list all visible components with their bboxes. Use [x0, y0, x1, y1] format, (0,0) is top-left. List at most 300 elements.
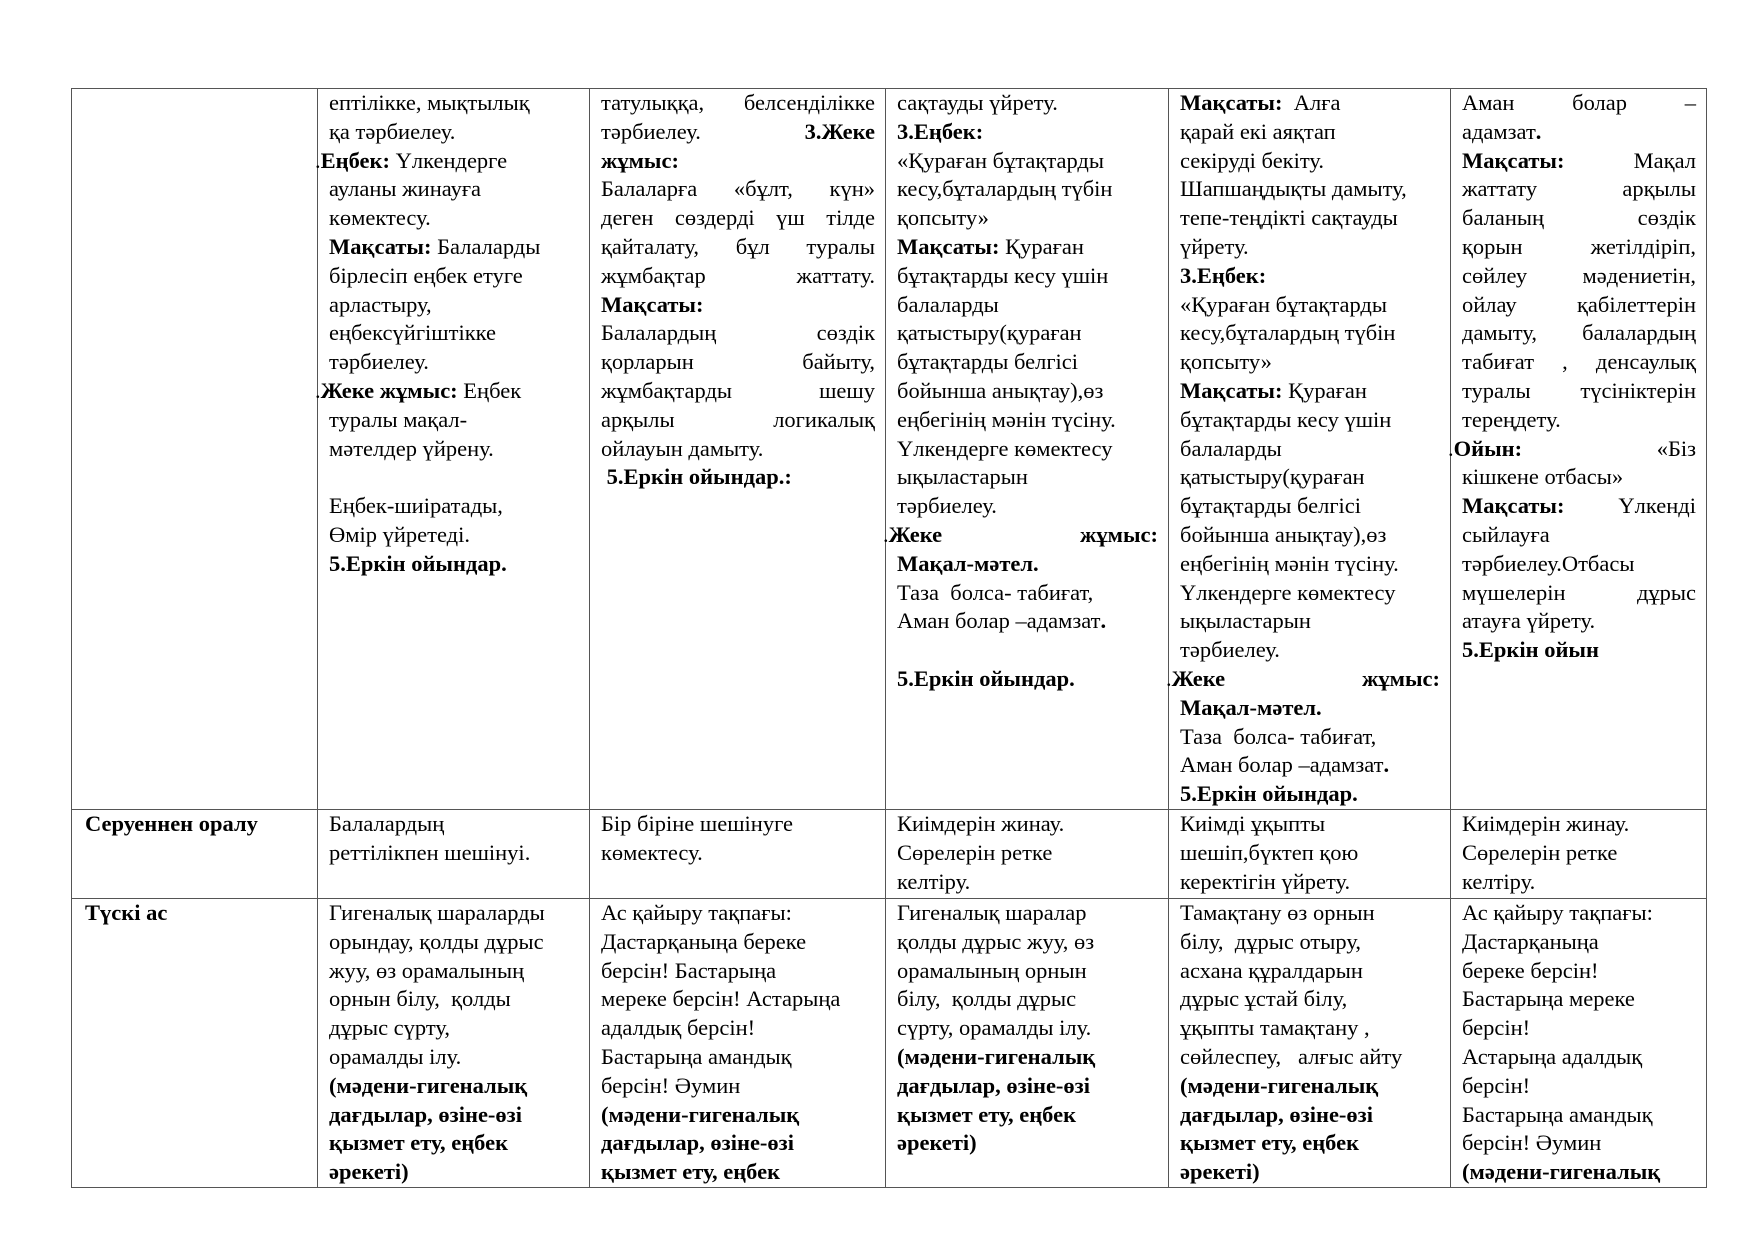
- body-text: мереке берсін! Астарыңа: [601, 986, 841, 1012]
- cell-text-line: [1462, 377, 1696, 406]
- bold-heading: 3.Жеке: [804, 118, 875, 144]
- cell-text-line: [601, 175, 875, 204]
- cell-text-line: [601, 810, 875, 839]
- cell-text-line: [1180, 1101, 1440, 1130]
- body-text: жаттату арқылы: [1462, 176, 1696, 202]
- cell-text-line: [601, 377, 875, 406]
- cell-text-line: [897, 1014, 1158, 1043]
- cell-text-line: [1180, 550, 1440, 579]
- body-text: көмектесу.: [601, 839, 703, 865]
- body-text: Ас қайыру тақпағы:: [1462, 900, 1653, 925]
- body-text: үйрету.: [1180, 233, 1249, 259]
- body-text: еңбексүйгіштікке: [329, 320, 496, 346]
- body-text: Қураған: [999, 233, 1084, 259]
- cell-text-line: [1462, 636, 1696, 665]
- body-text: орындау, қолды дұрыс: [329, 928, 544, 954]
- body-text: бұтақтарды кесу үшін: [897, 262, 1109, 288]
- body-text: Аман болар –адамзат: [897, 608, 1101, 634]
- bold-heading: (мәдени-гигеналық: [897, 1043, 1096, 1069]
- body-text: ықыластарын: [1180, 608, 1311, 634]
- body-text: Бір біріне шешінуге: [601, 811, 793, 836]
- cell-text-line: [897, 839, 1158, 868]
- cell-text-line: [329, 899, 579, 928]
- cell-text-line: [1462, 175, 1696, 204]
- cell-text-line: [601, 1043, 875, 1072]
- body-text: Бастарыңа амандық: [601, 1043, 792, 1069]
- body-text: дұрыс сүрту,: [329, 1015, 451, 1041]
- body-text: еңбегінің мәнін түсіну.: [1180, 550, 1399, 576]
- cell-text-line: [1180, 928, 1440, 957]
- body-text: сөйлеу мәдениетін,: [1462, 262, 1696, 288]
- bold-heading: Еңбек:: [320, 147, 390, 173]
- body-text: бұтақтарды кесу үшін: [1180, 406, 1392, 432]
- bold-heading: 3.Еңбек:: [897, 118, 984, 144]
- cell-text-line: [315, 147, 579, 176]
- body-text: берсін!: [1462, 1072, 1531, 1098]
- cell-text-line: [897, 928, 1158, 957]
- body-text: Ас қайыру тақпағы:: [601, 900, 792, 925]
- bold-heading: .: [1100, 608, 1107, 634]
- body-text: Шапшаңдықты дамыту,: [1180, 176, 1407, 202]
- cell-text-line: [897, 1129, 1158, 1158]
- cell-text-line: [897, 957, 1158, 986]
- bold-heading: әрекеті): [1180, 1159, 1260, 1185]
- body-text: тәрбиелеу.: [329, 349, 429, 375]
- cell-text-line: [897, 550, 1158, 579]
- body-text: Бастарыңа мереке: [1462, 986, 1635, 1012]
- body-text: Алға: [1282, 90, 1341, 115]
- body-text: Тамақтану өз орнын: [1180, 900, 1375, 925]
- cell-text-line: [1180, 1014, 1440, 1043]
- cell-text-line: [897, 1072, 1158, 1101]
- bold-heading: Мақал-мәтел.: [897, 550, 1039, 576]
- cell-text-line: [1180, 492, 1440, 521]
- cell-text-line: [897, 579, 1158, 608]
- cell-text-line: [329, 204, 579, 233]
- body-text: Сөрелерін ретке: [897, 839, 1053, 865]
- cell-text-line: [897, 636, 1158, 665]
- bold-heading: 3.Еңбек:: [1180, 262, 1267, 288]
- body-text: мәтелдер үйрену.: [329, 435, 494, 461]
- bold-heading: 5.Еркін ойын: [1462, 637, 1599, 663]
- bold-heading: қызмет ету, еңбек: [897, 1101, 1077, 1127]
- cell-text-line: [897, 1101, 1158, 1130]
- cell-text-line: [329, 985, 579, 1014]
- body-text: орнын білу, қолды: [329, 986, 511, 1012]
- cell-text-line: [601, 262, 875, 291]
- cell-text-line: [1462, 868, 1696, 897]
- cell-text-line: [601, 233, 875, 262]
- body-text: Бастарыңа амандық: [1462, 1101, 1653, 1127]
- cell-text-line: [1462, 1101, 1696, 1130]
- cell-text-line: [601, 291, 875, 320]
- body-text: дамыту, балалардың: [1462, 320, 1696, 346]
- cell-text-line: [897, 665, 1158, 694]
- body-text: баланың сөздік: [1462, 205, 1696, 231]
- cell-text-line: [883, 521, 1158, 550]
- bold-heading: Мақсаты:: [1180, 377, 1283, 403]
- body-text: білу, қолды дұрыс: [897, 986, 1077, 1012]
- cell-text-line: [329, 463, 579, 492]
- table-row-return-from-walk: [72, 810, 1707, 899]
- body-text: сөйлеспеу, алғыс айту: [1180, 1043, 1403, 1069]
- cell-text-line: [1462, 957, 1696, 986]
- body-text: қорларын байыту,: [601, 349, 875, 375]
- cell-text-line: [329, 175, 579, 204]
- cell-text-line: [1180, 262, 1440, 291]
- bold-heading: Мақал-мәтел.: [1180, 694, 1322, 720]
- body-text: қайталату, бұл туралы: [601, 233, 875, 259]
- body-text: Таза болса- табиғат,: [1180, 723, 1377, 749]
- cell-text-line: [1180, 579, 1440, 608]
- bold-heading: Мақсаты:: [601, 291, 704, 317]
- table-row-walk-activities: [72, 89, 1707, 810]
- body-text: [329, 464, 335, 489]
- cell-text-line: [897, 319, 1158, 348]
- cell-text-line: [1180, 435, 1440, 464]
- cell-text-line: [897, 607, 1158, 636]
- list-marker: .: [1448, 435, 1454, 461]
- body-text: табиғат , денсаулық: [1462, 349, 1696, 375]
- body-text: Мақал: [1564, 147, 1696, 173]
- body-text: қатыстыру(қураған: [1180, 464, 1365, 490]
- body-text: Киімді ұқыпты: [1180, 811, 1326, 836]
- cell-text-line: [601, 1129, 875, 1158]
- body-text: келтіру.: [897, 868, 971, 894]
- row-label: Түскі ас: [85, 900, 168, 925]
- body-text: жұмбақтарды шешу: [601, 377, 875, 403]
- cell-text-line: [1180, 810, 1440, 839]
- body-text: Балалардың сөздік: [601, 320, 875, 346]
- cell-text-line: [1180, 204, 1440, 233]
- body-text: бұтақтарды белгісі: [1180, 493, 1362, 519]
- cell-text-line: [1462, 1129, 1696, 1158]
- bold-heading: 5.Еркін ойындар.: [1180, 781, 1358, 807]
- bold-heading: (мәдени-гигеналық: [1180, 1072, 1379, 1098]
- body-text: көмектесу.: [329, 205, 431, 231]
- body-text: берсін! Әумин: [601, 1072, 741, 1098]
- cell-text-line: [897, 175, 1158, 204]
- body-text: еңбегінің мәнін түсіну.: [897, 406, 1116, 432]
- cell-text-line: [1180, 147, 1440, 176]
- cell-text-line: [1180, 899, 1440, 928]
- body-text: сақтауды үйрету.: [897, 90, 1058, 115]
- body-text: береке берсін!: [1462, 957, 1599, 983]
- bold-heading: 5.Еркін ойындар.:: [601, 464, 792, 490]
- body-text: қолды дұрыс жуу, өз: [897, 928, 1095, 954]
- body-text: адамзат: [1462, 118, 1536, 144]
- body-text: Астарыңа адалдық: [1462, 1043, 1643, 1069]
- cell-text-line: [1180, 839, 1440, 868]
- body-text: Аман болар –: [1462, 90, 1696, 115]
- cell-text-line: [1180, 406, 1440, 435]
- bold-heading: дағдылар, өзіне-өзі: [601, 1130, 794, 1156]
- cell-text-line: [897, 291, 1158, 320]
- plan-cell: [590, 89, 886, 810]
- body-text: Киімдерін жинау.: [897, 811, 1065, 836]
- cell-text-line: [1462, 550, 1696, 579]
- cell-text-line: [1180, 957, 1440, 986]
- plan-cell: [315, 89, 590, 810]
- body-text: тәрбиелеу.: [897, 493, 997, 519]
- cell-text-line: [329, 233, 579, 262]
- cell-text-line: [1462, 319, 1696, 348]
- cell-text-line: [1180, 985, 1440, 1014]
- body-text: ауланы жинауға: [329, 176, 482, 202]
- cell-text-line: [897, 204, 1158, 233]
- cell-text-line: [1180, 1072, 1440, 1101]
- plan-cell: [886, 899, 1169, 1188]
- cell-text-line: [1180, 1158, 1440, 1187]
- cell-text-line: [1448, 435, 1696, 464]
- cell-text-line: [1462, 118, 1696, 147]
- plan-cell: [1169, 810, 1451, 899]
- body-text: ықыластарын: [897, 464, 1028, 490]
- cell-text-line: [329, 291, 579, 320]
- body-text: Қураған: [1282, 377, 1367, 403]
- cell-text-line: [1180, 233, 1440, 262]
- body-text: дұрыс ұстай білу,: [1180, 986, 1348, 1012]
- table-row-lunch: [72, 899, 1707, 1188]
- cell-text-line: [329, 492, 579, 521]
- bold-heading: Жеке жұмыс:: [888, 521, 1158, 547]
- body-text: қатыстыру(қураған: [897, 320, 1082, 346]
- body-text: туралы түсініктерін: [1462, 377, 1696, 403]
- bold-heading: Жеке жұмыс:: [320, 377, 458, 403]
- body-text: балаларды: [897, 291, 999, 317]
- cell-text-line: [1462, 1014, 1696, 1043]
- cell-text-line: [1462, 233, 1696, 262]
- cell-text-line: [329, 262, 579, 291]
- cell-text-line: [601, 957, 875, 986]
- body-text: Дастарқаныңа: [1462, 928, 1599, 954]
- cell-text-line: [329, 348, 579, 377]
- cell-text-line: [1166, 665, 1440, 694]
- bold-heading: Мақсаты:: [1462, 493, 1565, 519]
- bold-heading: Мақсаты:: [1462, 147, 1565, 173]
- cell-text-line: [1180, 521, 1440, 550]
- body-text: Гигеналық шаралар: [897, 900, 1087, 925]
- cell-text-line: [329, 521, 579, 550]
- cell-text-line: [1180, 636, 1440, 665]
- cell-text-line: [1462, 928, 1696, 957]
- body-text: бойынша анықтау),өз: [897, 377, 1104, 403]
- cell-text-line: [897, 899, 1158, 928]
- plan-cell: [590, 810, 886, 899]
- cell-text-line: [329, 928, 579, 957]
- cell-text-line: [897, 377, 1158, 406]
- bold-heading: Жеке жұмыс:: [1171, 665, 1440, 691]
- body-text: тепе-теңдікті сақтауды: [1180, 205, 1398, 231]
- body-text: ептілікке, мықтылық: [329, 90, 530, 115]
- cell-text-line: [1180, 1129, 1440, 1158]
- cell-text-line: [897, 868, 1158, 897]
- body-text: қопсыту»: [897, 205, 989, 231]
- cell-text-line: [329, 1129, 579, 1158]
- body-text: орамалды ілу.: [329, 1043, 462, 1069]
- cell-text-line: [897, 406, 1158, 435]
- cell-text-line: [329, 1043, 579, 1072]
- body-text: асхана құралдарын: [1180, 957, 1363, 983]
- plan-cell: [318, 810, 590, 899]
- cell-text-line: [601, 839, 875, 868]
- bold-heading: (мәдени-гигеналық: [1462, 1159, 1661, 1185]
- cell-text-line: [897, 147, 1158, 176]
- body-text: білу, дұрыс отыру,: [1180, 928, 1361, 954]
- cell-text-line: [601, 463, 875, 492]
- cell-text-line: [897, 463, 1158, 492]
- cell-text-line: [1180, 607, 1440, 636]
- body-text: туралы мақал-: [329, 406, 468, 432]
- bold-heading: 5.Еркін ойындар.: [897, 665, 1075, 691]
- body-text: кесу,бұталардың түбін: [897, 176, 1113, 202]
- body-text: кесу,бұталардың түбін: [1180, 320, 1396, 346]
- body-text: берсін! Әумин: [1462, 1130, 1602, 1156]
- plan-cell: [1451, 899, 1707, 1188]
- bold-heading: .: [1535, 118, 1542, 144]
- bold-heading: Мақсаты:: [897, 233, 1000, 259]
- body-text: тәрбиелеу.: [1180, 637, 1280, 663]
- cell-text-line: [1180, 723, 1440, 752]
- cell-text-line: [1180, 868, 1440, 897]
- body-text: Еңбек-шиіратады,: [329, 493, 503, 519]
- cell-text-line: [1180, 377, 1440, 406]
- cell-text-line: [329, 839, 579, 868]
- body-text: берсін! Бастарыңа: [601, 957, 777, 983]
- cell-text-line: [329, 957, 579, 986]
- list-marker: .: [883, 521, 889, 547]
- cell-text-line: [897, 118, 1158, 147]
- body-text: Балаларға «бұлт, күн»: [601, 176, 875, 202]
- body-text: бірлесіп еңбек етуге: [329, 262, 523, 288]
- cell-text-line: [329, 89, 579, 118]
- cell-text-line: [601, 348, 875, 377]
- bold-heading: дағдылар, өзіне-өзі: [897, 1072, 1090, 1098]
- body-text: бұтақтарды белгісі: [897, 349, 1079, 375]
- body-text: бойынша анықтау),өз: [1180, 521, 1387, 547]
- row-label: [83, 90, 85, 115]
- body-text: атауға үйрету.: [1462, 608, 1596, 634]
- cell-text-line: [315, 377, 579, 406]
- body-text: татулыққа, белсенділікке: [601, 90, 875, 115]
- body-text: берсін!: [1462, 1015, 1531, 1041]
- cell-text-line: [1180, 348, 1440, 377]
- body-text: Үлкендерге көмектесу: [897, 435, 1113, 461]
- cell-text-line: [329, 319, 579, 348]
- cell-text-line: [329, 810, 579, 839]
- cell-text-line: [601, 204, 875, 233]
- body-text: қорын жетілдіріп,: [1462, 233, 1696, 259]
- cell-text-line: [1180, 463, 1440, 492]
- row-label-cell: [72, 89, 318, 810]
- cell-text-line: [1180, 694, 1440, 723]
- cell-text-line: [1462, 810, 1696, 839]
- bold-heading: қызмет ету, еңбек: [1180, 1130, 1360, 1156]
- cell-text-line: [601, 899, 875, 928]
- cell-text-line: [897, 89, 1158, 118]
- cell-text-line: [601, 89, 875, 118]
- body-text: тереңдету.: [1462, 406, 1561, 432]
- plan-cell: [886, 810, 1169, 899]
- cell-text-line: [1180, 1043, 1440, 1072]
- body-text: қарай екі аяқтап: [1180, 118, 1336, 144]
- bold-heading: Ойын:: [1453, 435, 1523, 461]
- body-text: Сөрелерін ретке: [1462, 839, 1618, 865]
- bold-heading: Мақсаты:: [329, 233, 432, 259]
- cell-text-line: [1462, 607, 1696, 636]
- body-text: қопсыту»: [1180, 349, 1272, 375]
- cell-text-line: [329, 1072, 579, 1101]
- cell-text-line: [897, 1043, 1158, 1072]
- plan-cell: [1166, 89, 1451, 810]
- cell-text-line: [1462, 579, 1696, 608]
- bold-heading: (мәдени-гигеналық: [329, 1072, 528, 1098]
- body-text: балаларды: [1180, 435, 1282, 461]
- body-text: сүрту, орамалды ілу.: [897, 1015, 1092, 1041]
- body-text: жуу, өз орамалының: [329, 957, 525, 983]
- body-text: жұмбақтар жаттату.: [601, 262, 875, 288]
- bold-heading: қызмет ету, еңбек: [601, 1159, 781, 1185]
- body-text: Гигеналық шараларды: [329, 900, 545, 925]
- cell-text-line: [897, 262, 1158, 291]
- plan-cell: [1448, 89, 1707, 810]
- row-label-cell: [72, 810, 318, 899]
- cell-text-line: [897, 348, 1158, 377]
- bold-heading: дағдылар, өзіне-өзі: [329, 1101, 522, 1127]
- bold-heading: жұмыс:: [601, 147, 679, 173]
- body-text: арластыру,: [329, 291, 432, 317]
- list-marker: .: [315, 147, 321, 173]
- body-text: Үлкендерге: [390, 147, 508, 173]
- cell-text-line: [1462, 899, 1696, 928]
- bold-heading: Мақсаты:: [1180, 90, 1283, 115]
- body-text: Үлкенді: [1564, 493, 1696, 519]
- cell-text-line: [1462, 147, 1696, 176]
- cell-text-line: [1180, 118, 1440, 147]
- cell-text-line: [329, 118, 579, 147]
- row-label: Серуеннен оралу: [85, 811, 258, 836]
- body-text: арқылы логикалық: [601, 406, 875, 432]
- body-text: орамалының орнын: [897, 957, 1087, 983]
- body-text: сыйлауға: [1462, 521, 1550, 547]
- body-text: кішкене отбасы»: [1462, 464, 1624, 490]
- cell-text-line: [1462, 204, 1696, 233]
- body-text: ойлауын дамыту.: [601, 435, 764, 461]
- cell-text-line: [1462, 1043, 1696, 1072]
- body-text: келтіру.: [1462, 868, 1536, 894]
- row-label-cell: [72, 899, 318, 1188]
- body-text: Балалардың: [329, 811, 445, 836]
- body-text: адалдық берсін!: [601, 1015, 756, 1041]
- body-text: «Қураған бұтақтарды: [897, 147, 1104, 173]
- cell-text-line: [601, 1072, 875, 1101]
- body-text: Балаларды: [431, 233, 541, 259]
- cell-text-line: [329, 406, 579, 435]
- cell-text-line: [601, 1158, 875, 1187]
- body-text: ойлау қабілеттерін: [1462, 291, 1696, 317]
- list-marker: .: [1166, 665, 1172, 691]
- cell-text-line: [1462, 291, 1696, 320]
- cell-text-line: [1462, 839, 1696, 868]
- cell-text-line: [329, 1101, 579, 1130]
- body-text: шешіп,бүктеп қою: [1180, 839, 1359, 865]
- cell-text-line: [897, 985, 1158, 1014]
- plan-cell: [1169, 899, 1451, 1188]
- body-text: керектігін үйрету.: [1180, 868, 1351, 894]
- cell-text-line: [897, 435, 1158, 464]
- cell-text-line: [1180, 319, 1440, 348]
- body-text: тәрбиелеу.Отбасы: [1462, 550, 1635, 576]
